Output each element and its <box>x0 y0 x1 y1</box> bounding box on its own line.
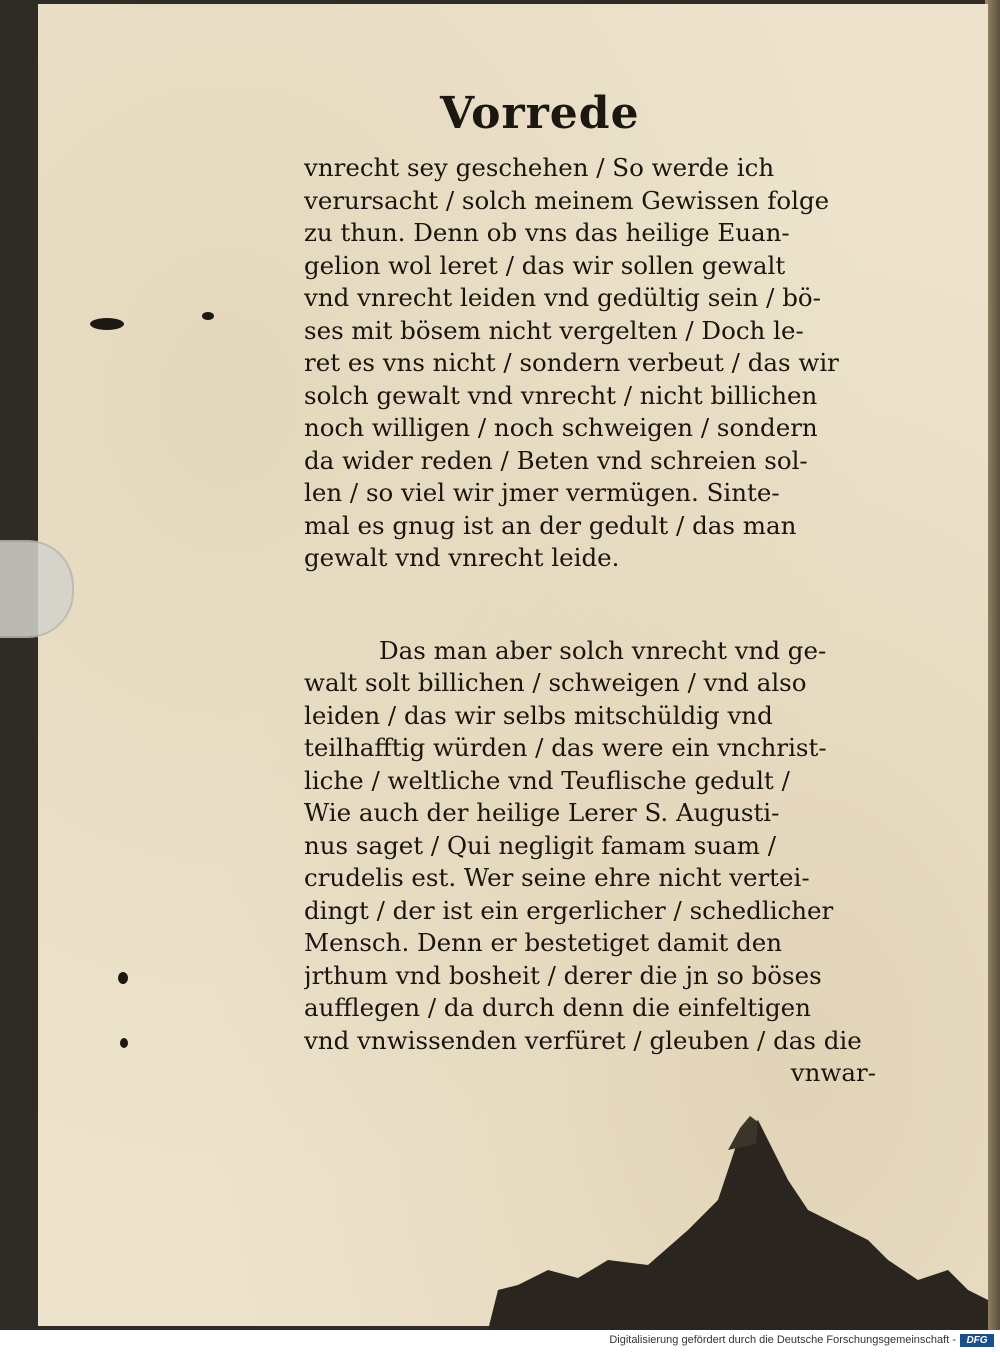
text-line: da wider reden / Beten vnd schreien sol- <box>304 445 808 475</box>
text-line: solch gewalt vnd vnrecht / nicht billichen <box>304 380 818 410</box>
text-line: len / so viel wir jmer vermügen. Sinte- <box>304 478 780 507</box>
ink-blot <box>202 312 214 320</box>
text-line: liche / weltliche vnd Teuflische gedult / <box>304 765 790 795</box>
text-line: gewalt vnd vnrecht leide. <box>304 543 620 572</box>
footer-credit: Digitalisierung gefördert durch die Deutsche Forschungsgemeinschaft - <box>609 1334 956 1346</box>
text-line: Wie auch der heilige Lerer S. Augusti- <box>304 798 780 827</box>
ink-blot <box>90 318 124 330</box>
text-line: ses mit bösem nicht vergelten / Doch le- <box>304 315 804 345</box>
text-line: aufflegen / da durch denn die einfeltigen <box>304 993 811 1022</box>
text-line: walt solt billichen / schweigen / vnd also <box>304 668 807 697</box>
paragraph-gap <box>304 575 876 635</box>
text-line: gelion wol leret / das wir sollen gewalt <box>304 250 786 280</box>
catchword: vnwar- <box>790 1058 876 1087</box>
text-line: Das man aber solch vnrecht vnd ge- <box>379 635 827 665</box>
text-line: teilhafftig würden / das were ein vnchrist- <box>304 733 827 762</box>
ink-blot <box>118 972 128 984</box>
text-line: leiden / das wir selbs mitschüldig vnd <box>304 700 773 730</box>
text-line: noch willigen / noch schweigen / sondern <box>304 413 818 442</box>
text-line: nus saget / Qui negligit famam suam / <box>304 830 776 860</box>
text-line: verursacht / solch meinem Gewissen folge <box>304 185 830 215</box>
ink-blot <box>120 1038 128 1048</box>
dfg-logo: DFG <box>960 1334 994 1347</box>
text-line: Mensch. Denn er bestetiget damit den <box>304 928 783 957</box>
text-line: jrthum vnd bosheit / derer die jn so böses <box>304 960 822 990</box>
footer-bar <box>0 1330 1000 1352</box>
text-line: ret es vns nicht / sondern verbeut / das wir <box>304 348 839 377</box>
text-line: zu thun. Denn ob vns das heilige Euan- <box>304 218 790 247</box>
text-line: mal es gnug ist an der gedult / das man <box>304 510 797 540</box>
body-text <box>304 152 876 1090</box>
text-line: vnrecht sey geschehen / So werde ich <box>304 153 775 182</box>
text-line: dingt / der ist ein ergerlicher / schedlicher <box>304 895 834 925</box>
paper-damage <box>488 1110 988 1330</box>
text-line: crudelis est. Wer seine ehre nicht vertei- <box>304 863 810 892</box>
page-header: Vorrede <box>440 88 640 139</box>
text-line: vnd vnwissenden verfüret / gleuben / das die <box>304 1025 862 1055</box>
text-line: vnd vnrecht leiden vnd gedültig sein / bö- <box>304 283 821 312</box>
